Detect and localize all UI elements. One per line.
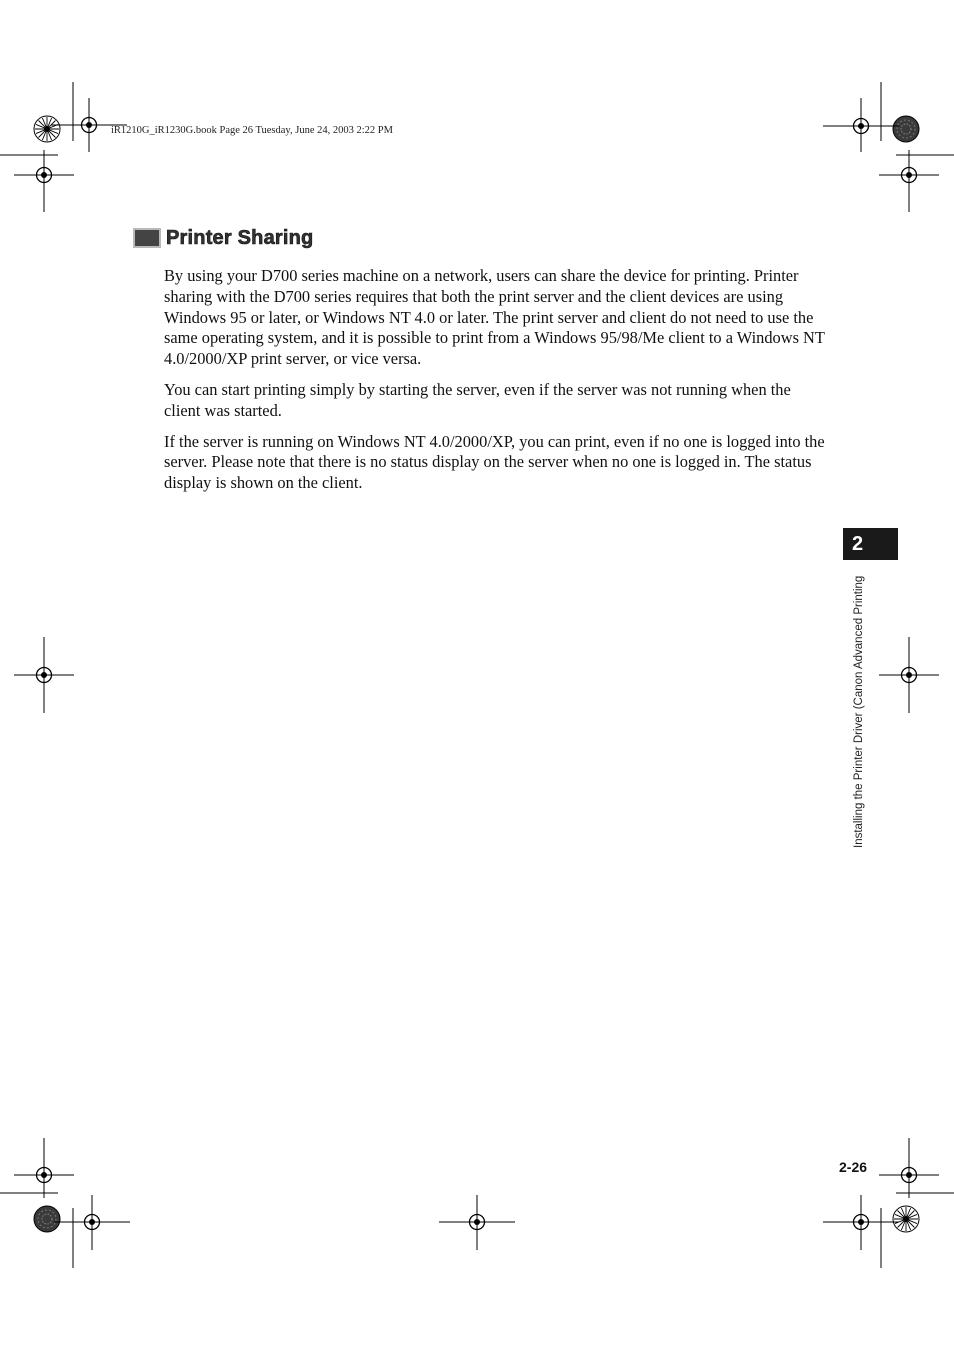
heading-square-icon bbox=[133, 228, 161, 248]
chapter-side-title: Installing the Printer Driver (Canon Advanced Printing bbox=[853, 575, 865, 848]
section-heading bbox=[133, 225, 313, 251]
section-body bbox=[164, 266, 829, 504]
paragraph: If the server is running on Windows NT 4.0/2000/XP, you can print, even if no one is logged into the server. Please note that there is no status display on the server when no one is logged in. The status display is shown on the client. bbox=[164, 431, 825, 493]
chapter-tab: 2 bbox=[843, 528, 898, 560]
paragraph: You can start printing simply by starting the server, even if the server was not running when the client was started. bbox=[164, 379, 791, 420]
book-slug-line: iR1210G_iR1230G.book Page 26 Tuesday, June 24, 2003 2:22 PM bbox=[111, 125, 393, 136]
page-number: 2-26 bbox=[839, 1159, 868, 1175]
section-title: Printer Sharing bbox=[166, 226, 314, 249]
paragraph: By using your D700 series machine on a network, users can share the device for printing. Printer sharing with the D700 series requires that both the print server and the client devices are using Windows 95 or later, or Windows NT 4.0 or later. The print server and client do not need to use the same operating system, and it is possible to print from a Windows 95/98/Me client to a Windows NT 4.0/2000/XP print server, or vice versa. bbox=[164, 266, 825, 369]
